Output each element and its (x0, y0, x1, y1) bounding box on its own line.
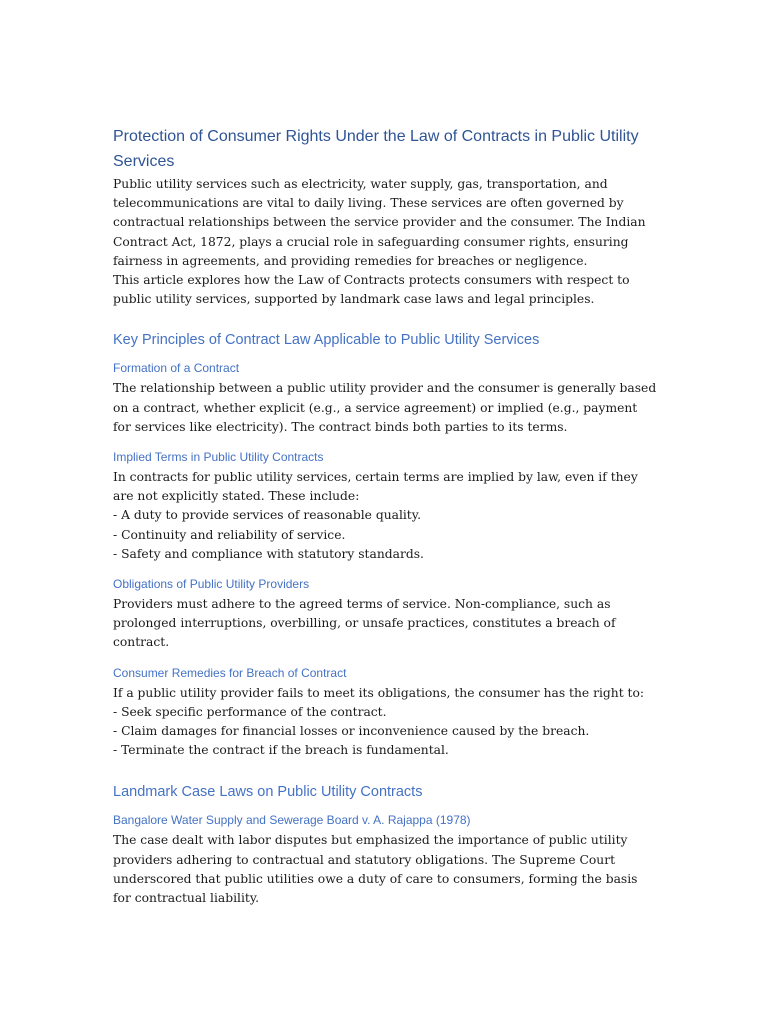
document-title: Protection of Consumer Rights Under the Law of Contracts in Public Utility Services (113, 128, 639, 170)
subsection-remedies (113, 665, 658, 761)
subsection-case-bangalore (113, 812, 658, 908)
list-item: - Terminate the contract if the breach is fundamental. (113, 743, 449, 758)
subheading-remedies: Consumer Remedies for Breach of Contract (113, 665, 347, 680)
intro-section (113, 175, 658, 309)
intro-paragraph-2: This article explores how the Law of Contracts protects consumers with respect to public utility services, supported by landmark case laws and legal principles. (113, 273, 630, 307)
subheading-obligations: Obligations of Public Utility Providers (113, 577, 310, 592)
subsection-obligations (113, 576, 658, 653)
subheading-case-bangalore: Bangalore Water Supply and Sewerage Board v. A. Rajappa (1978) (113, 813, 471, 828)
list-item: - Continuity and reliability of service. (113, 527, 346, 542)
paragraph-case-bangalore: The case dealt with labor disputes but emphasized the importance of public utility providers adhering to contractual and statutory obligations. The Supreme Court underscored that public utilities owe a duty of care to consumers, forming the basis for contractual liability. (113, 833, 638, 906)
subsection-formation (113, 360, 658, 437)
document-page (113, 124, 658, 920)
list-item: - Safety and compliance with statutory standards. (113, 546, 424, 561)
paragraph-remedies: If a public utility provider fails to meet its obligations, the consumer has the right to: (113, 685, 645, 700)
intro-paragraph-1: Public utility services such as electricity, water supply, gas, transportation, and telecommunications are vital to daily living. These services are often governed by contractual relationships between the service provider and the consumer. The Indian Contract Act, 1872, plays a crucial role in safeguarding consumer rights, ensuring fairness in agreements, and providing remedies for breaches or negligence. (113, 177, 646, 268)
subsection-implied-terms (113, 449, 658, 564)
subheading-implied-terms: Implied Terms in Public Utility Contracts (113, 450, 324, 465)
subheading-formation: Formation of a Contract (113, 361, 240, 376)
section-heading-case-laws: Landmark Case Laws on Public Utility Contracts (113, 784, 423, 801)
paragraph-implied-terms: In contracts for public utility services, certain terms are implied by law, even if they are not explicitly stated. These include: (113, 470, 638, 504)
list-item: - Claim damages for financial losses or inconvenience caused by the breach. (113, 724, 590, 739)
paragraph-obligations: Providers must adhere to the agreed terms of service. Non-compliance, such as prolonged interruptions, overbilling, or unsafe practices, constitutes a breach of contract. (113, 597, 616, 650)
list-item: - A duty to provide services of reasonable quality. (113, 508, 421, 523)
paragraph-formation: The relationship between a public utility provider and the consumer is generally based on a contract, whether explicit (e.g., a service agreement) or implied (e.g., payment for services like electricity). The contract binds both parties to its terms. (113, 381, 657, 434)
section-heading-key-principles: Key Principles of Contract Law Applicable to Public Utility Services (113, 332, 540, 349)
list-item: - Seek specific performance of the contract. (113, 704, 387, 719)
